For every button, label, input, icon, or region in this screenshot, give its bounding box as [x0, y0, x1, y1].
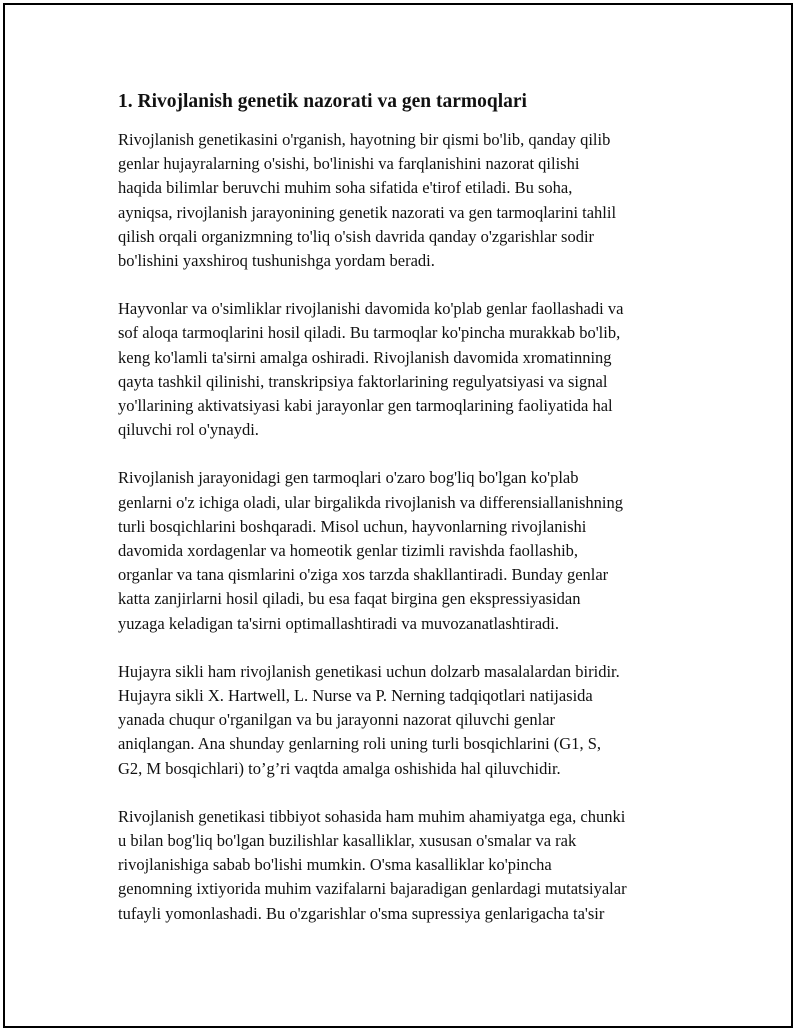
- paragraph: [118, 297, 698, 442]
- text-line: Rivojlanish genetikasini o'rganish, hayotning bir qismi bo'lib, qanday qilib: [118, 130, 611, 149]
- text-line: qiluvchi rol o'ynaydi.: [118, 420, 259, 440]
- text-line: Rivojlanish genetikasi tibbiyot sohasida ham muhim ahamiyatga ega, chunki: [118, 806, 626, 826]
- text-line: qilish orqali organizmning to'liq o'sish davrida qanday o'zgarishlar sodir: [118, 226, 595, 246]
- text-line: yo'llarining aktivatsiyasi kabi jarayonlar gen tarmoqlarining faoliyatida hal: [118, 396, 613, 416]
- text-line: Hujayra sikli X. Hartwell, L. Nurse va P. Nerning tadqiqotlari natijasida: [118, 686, 593, 706]
- text-line: Hujayra sikli ham rivojlanish genetikasi uchun dolzarb masalalardan biridir.: [118, 661, 620, 681]
- paragraph: [118, 660, 698, 781]
- text-line: genlarni o'z ichiga oladi, ular birgalikda rivojlanish va differensiallanishning: [118, 492, 624, 512]
- text-line: bo'lishini yaxshiroq tushunishga yordam beradi.: [118, 251, 435, 271]
- text-line: turli bosqichlarini boshqaradi. Misol uchun, hayvonlarning rivojlanishi: [118, 516, 587, 536]
- text-line: yuzaga keladigan ta'sirni optimallashtiradi va muvozanatlashtiradi.: [118, 613, 559, 633]
- text-line: organlar va tana qismlarini o'ziga xos tarzda shakllantiradi. Bunday genlar: [118, 565, 609, 585]
- text-line: sof aloqa tarmoqlarini hosil qiladi. Bu tarmoqlar ko'pincha murakkab bo'lib,: [118, 323, 621, 343]
- text-line: haqida bilimlar beruvchi muhim soha sifatida e'tirof etiladi. Bu soha,: [118, 178, 573, 198]
- text-line: u bilan bog'liq bo'lgan buzilishlar kasalliklar, xususan o'smalar va rak: [118, 831, 577, 851]
- text-line: G2, M bosqichlari) to’g’ri vaqtda amalga oshishida hal qiluvchidir.: [118, 758, 561, 778]
- paragraphs-container: [118, 128, 698, 926]
- text-line: aniqlangan. Ana shunday genlarning roli uning turli bosqichlarini (G1, S,: [118, 734, 602, 754]
- text-line: rivojlanishiga sabab bo'lishi mumkin. O'sma kasalliklar ko'pincha: [118, 855, 552, 875]
- text-line: katta zanjirlarni hosil qiladi, bu esa faqat birgina gen ekspressiyasidan: [118, 589, 581, 609]
- paragraph: [118, 805, 698, 926]
- text-line: genlar hujayralarning o'sishi, bo'linishi va farqlanishini nazorat qilishi: [118, 154, 580, 174]
- text-line: Rivojlanish jarayonidagi gen tarmoqlari o'zaro bog'liq bo'lgan ko'plab: [118, 468, 579, 488]
- section-heading: 1. Rivojlanish genetik nazorati va gen tarmoqlari: [118, 91, 527, 112]
- text-line: Hayvonlar va o'simliklar rivojlanishi davomida ko'plab genlar faollashadi va: [118, 299, 624, 319]
- text-line: qayta tashkil qilinishi, transkripsiya faktorlarining regulyatsiyasi va signal: [118, 371, 608, 391]
- text-line: tufayli yomonlashadi. Bu o'zgarishlar o'sma supressiya genlarigacha ta'sir: [118, 903, 605, 923]
- text-line: genomning ixtiyorida muhim vazifalarni bajaradigan genlardagi mutatsiyalar: [118, 879, 627, 899]
- text-line: ayniqsa, rivojlanish jarayonining genetik nazorati va gen tarmoqlarini tahlil: [118, 202, 617, 222]
- paragraph: [118, 128, 698, 273]
- paragraph: [118, 466, 698, 635]
- text-line: davomida xordagenlar va homeotik genlar tizimli ravishda faollashib,: [118, 541, 579, 561]
- text-line: yanada chuqur o'rganilgan va bu jarayonni nazorat qiluvchi genlar: [118, 710, 556, 730]
- text-line: keng ko'lamli ta'sirni amalga oshiradi. Rivojlanish davomida xromatinning: [118, 347, 612, 367]
- document-body: [118, 90, 698, 950]
